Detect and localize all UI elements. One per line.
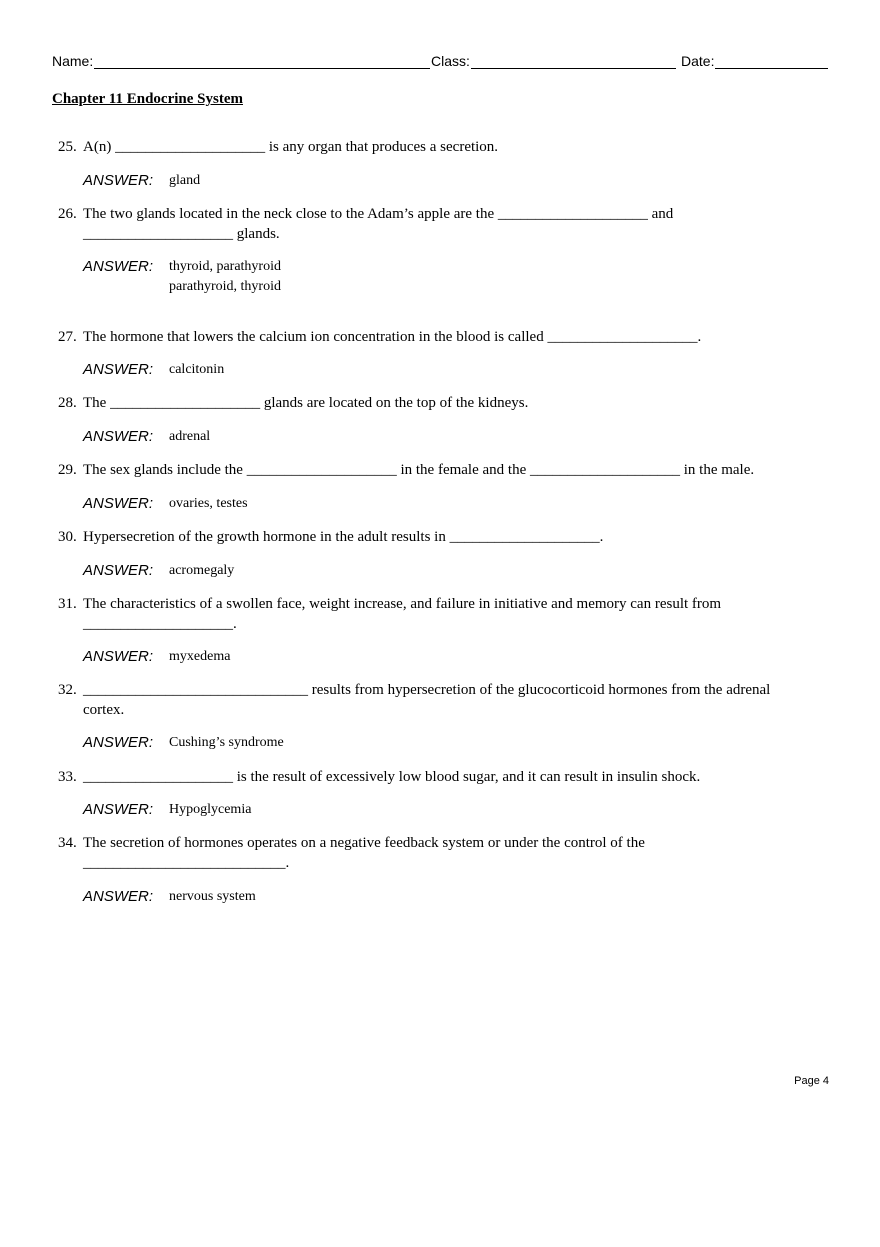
question-27 <box>58 327 833 347</box>
answer-value: acromegaly <box>169 563 235 578</box>
answer-28 <box>83 427 210 447</box>
question-25 <box>58 137 833 157</box>
date-input-line[interactable] <box>715 51 828 69</box>
question-text-line-2: ___________________________. <box>83 855 290 871</box>
answer-31 <box>83 647 230 667</box>
answer-label: ANSWER: <box>83 361 154 378</box>
question-text-line-1: ______________________________ results from hypersecretion of the glucocorticoid hormones from the adrenal <box>83 682 771 698</box>
answer-34 <box>83 887 256 907</box>
answer-label: ANSWER: <box>83 172 154 189</box>
answer-value: adrenal <box>169 429 211 444</box>
name-input-line[interactable] <box>94 51 430 69</box>
question-28 <box>58 393 833 413</box>
class-field <box>431 51 676 69</box>
answer-label: ANSWER: <box>83 562 154 579</box>
question-number: 26. <box>58 206 77 222</box>
question-number: 33. <box>58 769 77 785</box>
date-field <box>681 51 828 69</box>
class-label: Class: <box>431 53 470 69</box>
answer-value: thyroid, parathyroid <box>169 259 281 274</box>
date-label: Date: <box>681 53 715 69</box>
chapter-title: Chapter 11 Endocrine System <box>52 91 243 107</box>
question-text-line-2: ____________________. <box>83 616 237 632</box>
answer-32 <box>83 733 284 753</box>
question-text: A(n) ____________________ is any organ that produces a secretion. <box>83 139 499 155</box>
answer-label: ANSWER: <box>83 648 154 665</box>
answer-value: myxedema <box>169 649 231 664</box>
answer-33 <box>83 800 251 820</box>
question-number: 30. <box>58 529 77 545</box>
question-number: 34. <box>58 835 77 851</box>
answer-value-stack <box>169 257 281 297</box>
question-32 <box>58 680 833 720</box>
answer-value: gland <box>169 173 201 188</box>
answer-label: ANSWER: <box>83 734 154 751</box>
answer-value: ovaries, testes <box>169 496 248 511</box>
answer-value: nervous system <box>169 889 256 904</box>
question-34 <box>58 833 833 873</box>
name-field <box>52 51 430 69</box>
answer-label: ANSWER: <box>83 258 154 275</box>
question-text: ____________________ is the result of excessively low blood sugar, and it can result in insulin shock. <box>83 769 701 785</box>
answer-value-alt: parathyroid, thyroid <box>169 279 281 294</box>
question-26 <box>58 204 833 244</box>
question-text: The ____________________ glands are located on the top of the kidneys. <box>83 395 529 411</box>
answer-25 <box>83 171 200 191</box>
question-text-line-1: The characteristics of a swollen face, weight increase, and failure in initiative and memory can result from <box>83 596 722 612</box>
question-number: 27. <box>58 329 77 345</box>
question-number: 28. <box>58 395 77 411</box>
question-text: The hormone that lowers the calcium ion concentration in the blood is called ____________________. <box>83 329 702 345</box>
answer-label: ANSWER: <box>83 801 154 818</box>
question-text-line-1: The secretion of hormones operates on a negative feedback system or under the control of the <box>83 835 645 851</box>
question-text-line-2: ____________________ glands. <box>83 226 280 242</box>
question-text: The sex glands include the ____________________ in the female and the ____________________ in the male. <box>83 462 755 478</box>
answer-value: Cushing’s syndrome <box>169 735 284 750</box>
class-input-line[interactable] <box>471 51 676 69</box>
question-text-line-1: The two glands located in the neck close to the Adam’s apple are the ____________________ and <box>83 206 674 222</box>
question-number: 31. <box>58 596 77 612</box>
question-number: 32. <box>58 682 77 698</box>
answer-label: ANSWER: <box>83 888 154 905</box>
page-number: Page 4 <box>794 1075 829 1087</box>
question-number: 25. <box>58 139 77 155</box>
question-31 <box>58 594 833 634</box>
answer-29 <box>83 494 248 514</box>
question-text-line-2: cortex. <box>83 702 125 718</box>
answer-label: ANSWER: <box>83 428 154 445</box>
answer-label: ANSWER: <box>83 495 154 512</box>
answer-value: calcitonin <box>169 362 225 377</box>
header <box>52 51 829 73</box>
answer-27 <box>83 360 224 380</box>
answer-value: Hypoglycemia <box>169 802 252 817</box>
question-29 <box>58 460 833 480</box>
question-text: Hypersecretion of the growth hormone in the adult results in ____________________. <box>83 529 604 545</box>
answer-26 <box>83 257 281 297</box>
question-30 <box>58 527 833 547</box>
question-number: 29. <box>58 462 77 478</box>
answer-30 <box>83 561 234 581</box>
name-label: Name: <box>52 53 94 69</box>
question-33 <box>58 767 833 787</box>
